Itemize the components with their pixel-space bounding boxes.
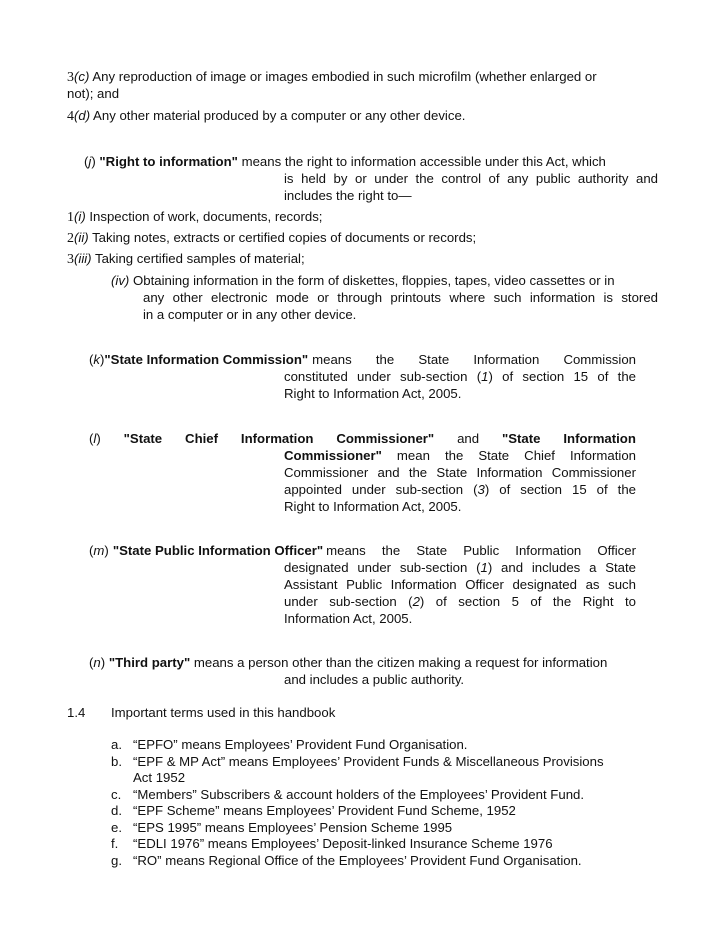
definition-m-line-1: (m) "State Public Information Officer" means the State Public Information Officer <box>89 543 636 558</box>
definition-letter: n <box>93 655 101 670</box>
clause-3c-line-2: not); and <box>67 86 120 101</box>
clause-text: Any reproduction of image or images embodied in such microfilm (whether enlarged or <box>89 69 597 84</box>
list-marker: e. <box>111 820 122 835</box>
clause-3c-line-1 <box>67 68 597 86</box>
sub-clause-iv-line-1: (iv) Obtaining information in the form of diskettes, floppies, tapes, video cassettes or in <box>111 273 615 288</box>
definition-m-line-3: Assistant Public Information Officer designated as such <box>284 577 636 592</box>
definition-j-line-1: (j) "Right to information" means the right to information accessible under this Act, which <box>84 154 606 169</box>
clause-text: Any other material produced by a computer or any other device. <box>90 108 466 123</box>
list-item: d. “EPF Scheme” means Employees’ Provident Fund Scheme, 1952 <box>111 803 516 818</box>
list-item: e. “EPS 1995” means Employees’ Pension Scheme 1995 <box>111 820 453 835</box>
list-marker: a. <box>111 737 122 752</box>
definition-term: "Third party" <box>108 655 191 670</box>
definition-m-line-2: designated under sub-section (1) and includes a State <box>284 560 637 575</box>
clause-label: (d) <box>74 108 91 123</box>
definition-k-line-2: constituted under sub-section (1) of section 15 of the <box>284 369 636 384</box>
clause-number: 3 <box>67 70 74 85</box>
definition-term: "State Information Commission" <box>104 352 309 367</box>
definition-letter: k <box>93 352 100 367</box>
definition-k-line-1: (k) "State Information Commission" means the State Information Commission <box>89 352 636 367</box>
definition-l-line-4: appointed under sub-section (3) of section 15 of the <box>284 482 637 497</box>
sub-clause-iv-line-3: in a computer or in any other device. <box>143 307 357 322</box>
definition-k-line-3: Right to Information Act, 2005. <box>284 386 462 401</box>
list-marker: f. <box>111 836 119 851</box>
list-item: g. “RO” means Regional Office of the Employees’ Provident Fund Organisation. <box>111 853 582 868</box>
definition-l-line-3: Commissioner and the State Information Commissioner <box>284 465 636 480</box>
clause-label: (c) <box>74 69 90 84</box>
definition-letter: l <box>93 431 97 446</box>
sub-clause-iii: 3(iii) Taking certified samples of material; <box>67 251 305 267</box>
definition-l-line-5: Right to Information Act, 2005. <box>284 499 462 514</box>
list-item: c. “Members” Subscribers & account holders of the Employees’ Provident Fund. <box>111 787 585 802</box>
definition-term: "Right to information" <box>99 154 238 169</box>
definition-term: "State Public Information Officer" <box>112 543 324 558</box>
definition-j-line-2: is held by or under the control of any public authority and <box>284 171 658 186</box>
list-marker: c. <box>111 787 122 802</box>
definition-letter: m <box>93 543 105 558</box>
definition-l-line-2: Commissioner" mean the State Chief Information <box>284 448 636 463</box>
definition-j-line-3: includes the right to— <box>284 188 412 203</box>
list-item-continuation: Act 1952 <box>133 770 186 785</box>
definition-l-line-1: (l) "State Chief Information Commissioner" and "State Information <box>89 431 636 446</box>
definition-m-line-4: under sub-section (2) of section 5 of the Right to <box>284 594 636 609</box>
list-item: f. “EDLI 1976” means Employees’ Deposit-linked Insurance Scheme 1976 <box>111 836 553 851</box>
list-marker: b. <box>111 754 122 769</box>
section-number: 1.4 <box>67 705 86 720</box>
clause-4d <box>67 107 465 125</box>
clause-number: 4 <box>67 109 74 124</box>
sub-clause-i: 1(i) Inspection of work, documents, records; <box>67 209 323 225</box>
sub-clause-ii: 2(ii) Taking notes, extracts or certified copies of documents or records; <box>67 230 477 246</box>
section-title: Important terms used in this handbook <box>111 705 336 720</box>
definition-n-line-2: and includes a public authority. <box>284 672 465 687</box>
list-marker: g. <box>111 853 122 868</box>
definition-letter: j <box>88 154 92 169</box>
definition-m-line-5: Information Act, 2005. <box>284 611 413 626</box>
list-item: a. “EPFO” means Employees’ Provident Fund Organisation. <box>111 737 468 752</box>
sub-clause-iv-line-2: any other electronic mode or through printouts where such information is stored <box>143 290 658 305</box>
definition-n-line-1: (n) "Third party" means a person other than the citizen making a request for information <box>89 655 608 670</box>
list-marker: d. <box>111 803 122 818</box>
list-item: b. “EPF & MP Act” means Employees’ Provident Funds & Miscellaneous Provisions <box>111 754 604 769</box>
